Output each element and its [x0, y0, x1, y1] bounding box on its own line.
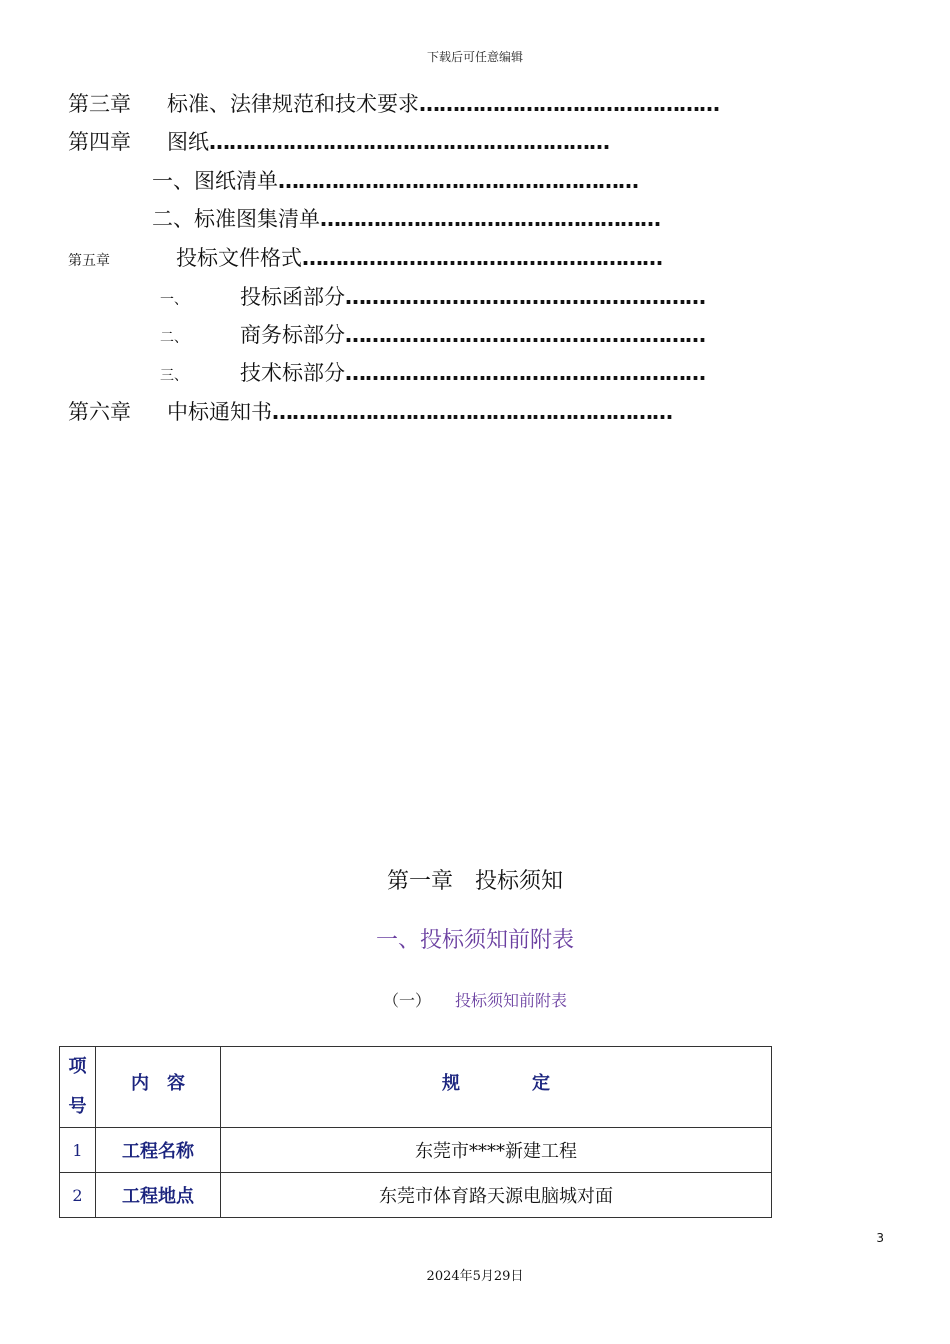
row-name: 工程名称 [96, 1128, 221, 1173]
toc-title: 标准图集清单 [194, 207, 320, 231]
toc-title: 投标函部分 [240, 285, 345, 309]
toc-label: 第六章 [68, 400, 131, 424]
toc-entry-chapter-5 [68, 242, 662, 272]
toc-label: 第三章 [68, 92, 131, 116]
table-header-row [60, 1047, 772, 1128]
toc-label: 一、 [152, 169, 194, 193]
toc-entry-drawing-list [152, 165, 638, 195]
toc-entry-standard-atlas [152, 203, 660, 233]
toc-leader: ……………………………………………… [345, 361, 705, 385]
row-number: 2 [60, 1173, 96, 1218]
toc-title: 技术标部分 [240, 361, 345, 385]
row-name: 工程地点 [96, 1173, 221, 1218]
toc-title: 商务标部分 [240, 323, 345, 347]
header-item-no-bottom: 号 [68, 1096, 87, 1117]
toc-leader: ……………………………………………… [302, 246, 662, 270]
header-content: 内 容 [96, 1047, 221, 1128]
table-row [60, 1173, 772, 1218]
toc-entry-chapter-3 [68, 88, 719, 118]
toc-entry-chapter-6 [68, 396, 672, 426]
toc-leader: ……………………………………………… [345, 285, 705, 309]
toc-title: 投标文件格式 [176, 246, 302, 270]
header-rule: 规 定 [221, 1047, 772, 1128]
toc-entry-chapter-4 [68, 126, 609, 156]
subsection-title: 投标须知前附表 [455, 991, 568, 1010]
toc-title: 中标通知书 [167, 400, 272, 424]
chapter-heading [0, 864, 950, 895]
header-item-no-top: 项 [68, 1056, 87, 1077]
toc-entry-technical-bid [160, 357, 705, 387]
chapter-label: 第一章 [386, 869, 453, 894]
toc-leader: …………………………………………… [320, 207, 660, 231]
row-value: 东莞市体育路天源电脑城对面 [221, 1173, 772, 1218]
toc-title: 标准、法律规范和技术要求 [167, 92, 419, 116]
page-footer-date: 2024年5月29日 [426, 1269, 524, 1284]
toc-title: 图纸 [167, 130, 209, 154]
subsection-number: （一） [382, 991, 431, 1010]
toc-label: 二、 [152, 207, 194, 231]
toc-label: 三、 [160, 368, 188, 384]
page-number: 3 [876, 1231, 884, 1245]
toc-leader: ……………………………………………… [278, 169, 638, 193]
row-value: 东莞市****新建工程 [221, 1128, 772, 1173]
toc-label: 二、 [160, 330, 188, 346]
toc-entry-bid-letter [160, 281, 705, 311]
toc-label: 一、 [160, 292, 188, 308]
toc-leader: ……………………………………… [419, 92, 719, 116]
bid-notice-table [59, 1046, 772, 1218]
row-number: 1 [60, 1128, 96, 1173]
chapter-title: 投标须知 [475, 869, 564, 894]
toc-title: 图纸清单 [194, 169, 278, 193]
section-heading: 一、投标须知前附表 [375, 928, 574, 953]
subsection-heading [0, 988, 950, 1011]
page-header: 下载后可任意编辑 [426, 50, 523, 64]
toc-leader: ……………………………………………… [345, 323, 705, 347]
toc-leader: …………………………………………………… [209, 130, 609, 154]
header-item-no [60, 1047, 96, 1128]
toc-leader: …………………………………………………… [272, 400, 672, 424]
table-row [60, 1128, 772, 1173]
toc-entry-commercial-bid [160, 319, 705, 349]
toc-label: 第四章 [68, 130, 131, 154]
toc-label: 第五章 [68, 253, 110, 269]
